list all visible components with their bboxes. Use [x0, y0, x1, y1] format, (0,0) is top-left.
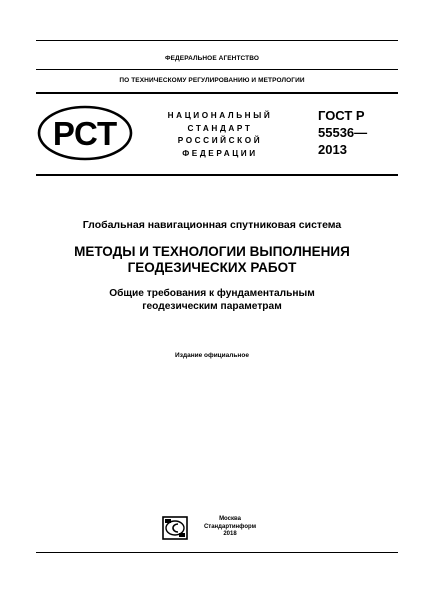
publisher-name: Стандартинформ — [203, 523, 257, 530]
standard-code-line-1: ГОСТ Р — [318, 108, 365, 123]
publisher-year: 2018 — [223, 531, 237, 537]
natstd-line-4: ФЕДЕРАЦИИ — [182, 148, 258, 158]
agency-line-2: ПО ТЕХНИЧЕСКОМУ РЕГУЛИРОВАНИЮ И МЕТРОЛОГИИ — [119, 77, 305, 84]
natstd-line-3: РОССИЙСКОЙ — [177, 136, 263, 145]
standard-code-line-2: 55536— — [318, 125, 368, 140]
agency-line-1: ФЕДЕРАЛЬНОЕ АГЕНТСТВО — [164, 55, 260, 62]
main-title-line-1: МЕТОДЫ И ТЕХНОЛОГИИ ВЫПОЛНЕНИЯ — [74, 244, 350, 259]
system-title: Глобальная навигационная спутниковая система — [82, 219, 342, 231]
natstd-line-1: НАЦИОНАЛЬНЫЙ — [167, 111, 273, 120]
publisher-city: Москва — [219, 516, 241, 522]
gost-r-logo-icon — [36, 104, 134, 162]
logo-lettering: РСТ — [52, 115, 118, 152]
bottom-rule — [36, 552, 398, 553]
standard-code — [318, 107, 367, 158]
standartinform-logo-icon — [162, 516, 188, 540]
standard-bottom-rule — [36, 174, 398, 176]
main-title — [0, 244, 424, 276]
standard-top-rule — [36, 92, 398, 94]
sub-title — [0, 287, 424, 313]
sub-title-line-1: Общие требования к фундаментальным — [109, 288, 315, 299]
main-title-line-2: ГЕОДЕЗИЧЕСКИХ РАБОТ — [127, 260, 297, 275]
edition-label: Издание официальное — [175, 352, 249, 359]
publisher-info — [200, 516, 260, 539]
sub-title-line-2: геодезическим параметрам — [142, 301, 282, 312]
natstd-line-2: СТАНДАРТ — [187, 123, 253, 133]
agency-rule — [36, 69, 398, 70]
national-standard-label — [150, 110, 290, 160]
top-rule — [36, 40, 398, 41]
standard-code-line-3: 2013 — [318, 142, 347, 157]
